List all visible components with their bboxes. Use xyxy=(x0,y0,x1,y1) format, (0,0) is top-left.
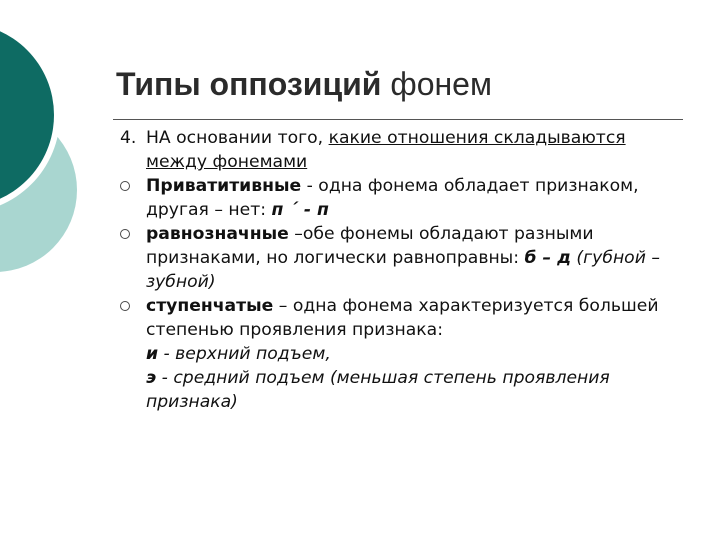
title-divider xyxy=(113,119,683,120)
list-item-gradual xyxy=(120,294,680,342)
slide-title xyxy=(116,66,492,103)
term-privative: Приватитивные xyxy=(146,176,302,196)
circle-bullet-icon xyxy=(120,301,130,311)
circle-bullet-icon xyxy=(120,181,130,191)
text-gradual: – одна фонема характеризуется большей степенью проявления признака: xyxy=(146,296,659,340)
example-text-e: - средний подъем (меньшая степень проявления признака) xyxy=(146,368,610,412)
example-line-e xyxy=(120,366,680,414)
example-letter-e: э xyxy=(146,368,157,388)
circle-bullet-icon xyxy=(120,229,130,239)
example-privative: п ´ - п xyxy=(271,200,329,220)
note-equipollent: (губной – зубной) xyxy=(146,248,660,292)
example-equipollent: б – д xyxy=(524,248,571,268)
intro-underlined: какие отношения складываются между фонемами xyxy=(146,128,626,172)
title-bold: Типы оппозиций xyxy=(116,66,382,102)
intro-lead: НА основании того, xyxy=(146,128,329,148)
term-gradual: ступенчатые xyxy=(146,296,274,316)
slide-body xyxy=(120,126,680,414)
list-item-equipollent xyxy=(120,222,680,294)
item-number: 4. xyxy=(120,128,137,148)
text-equipollent: –обе фонемы обладают разными признаками, но логически равноправны: xyxy=(146,224,594,268)
text-privative: - одна фонема обладает признаком, другая – нет: xyxy=(146,176,639,220)
example-line-i xyxy=(120,342,680,366)
intro-item xyxy=(120,126,680,174)
example-text-i: - верхний подъем, xyxy=(158,344,331,364)
list-item-privative xyxy=(120,174,680,222)
decorative-circles xyxy=(0,0,120,300)
example-letter-i: и xyxy=(146,344,159,364)
term-equipollent: равнозначные xyxy=(146,224,289,244)
title-rest: фонем xyxy=(390,66,492,102)
